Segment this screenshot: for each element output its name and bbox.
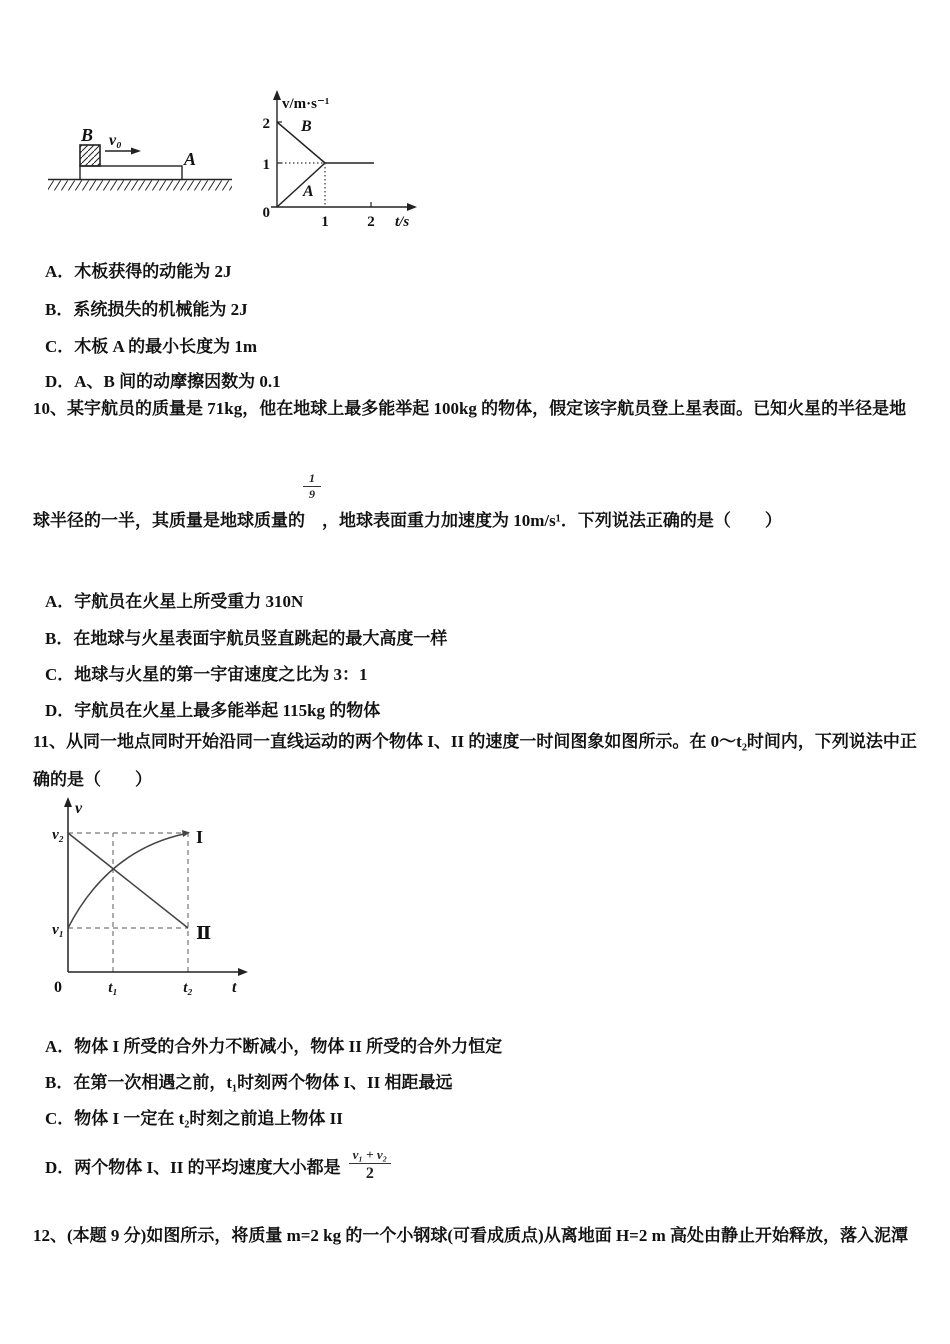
q11-option-a: A．物体 I 所受的合外力不断减小，物体 II 所受的合外力恒定	[45, 1037, 503, 1056]
q10-option-c: C．地球与火星的第一宇宙速度之比为 3：1	[45, 665, 368, 684]
two-body-graph-svg	[40, 795, 310, 1010]
q9-option-c: C．木板 A 的最小长度为 1m	[45, 337, 258, 356]
q10-stem-line2	[33, 509, 782, 532]
q9-option-a: A．木板获得的动能为 2J	[45, 262, 232, 281]
figure-vt-graph	[243, 86, 438, 241]
q10-stem-line1: 10、某宇航员的质量是 71kg，他在地球上最多能举起 100kg 的物体，假定该字航员登上星表面。已知火星的半径是地	[33, 399, 907, 418]
vt-ytick1-label: 1	[262, 157, 270, 173]
vt-xtick1-label: 1	[321, 214, 329, 230]
line-II-label: Ⅱ	[196, 923, 212, 943]
q10-option-b: B．在地球与火星表面宇航员竖直跳起的最大高度一样	[45, 629, 448, 648]
v0-label: v₀	[109, 132, 122, 149]
tb-t2-label: t₂	[183, 980, 193, 996]
q11-option-d-text: D．两个物体 I、II 的平均速度大小都是	[45, 1157, 341, 1177]
curve-I-label: I	[196, 827, 204, 847]
y-axis-arrow	[64, 797, 72, 807]
vt-origin-label: 0	[262, 205, 270, 221]
vt-graph-svg	[243, 86, 438, 241]
fraction-bar	[349, 1163, 392, 1164]
q11-stem-line1: 11、从同一地点同时开始沿同一直线运动的两个物体 I、II 的速度一时间图象如图所示。在 0～t₂时间内，下列说法中正	[33, 732, 917, 751]
line-II	[68, 833, 188, 928]
x-axis-arrow	[407, 203, 417, 211]
figure-two-body-graph	[40, 795, 310, 1010]
tb-origin-label: 0	[54, 979, 62, 996]
q12-stem-line1: 12、(本题 9 分)如图所示，将质量 m=2 kg 的一个小钢球(可看成质点)从离地面 H=2 m 高处由静止开始释放，落入泥潭	[33, 1226, 909, 1245]
q11-option-d	[45, 1147, 391, 1183]
vt-ytick2-label: 2	[262, 116, 270, 132]
q11-option-b: B．在第一次相遇之前，t₁时刻两个物体 I、II 相距最远	[45, 1073, 453, 1092]
q9-option-d: D．A、B 间的动摩擦因数为 0.1	[45, 372, 281, 391]
fraction-average-velocity	[349, 1147, 392, 1183]
curve-I-arrow	[182, 830, 190, 837]
y-axis-arrow	[273, 90, 281, 100]
tb-ylabel: v	[75, 800, 83, 817]
q10-fraction-gap	[305, 511, 322, 530]
vt-xtick2-label: 2	[367, 214, 375, 230]
block-plank-svg	[40, 103, 240, 203]
q10-option-d: D．宇航员在火星上最多能举起 115kg 的物体	[45, 701, 381, 720]
figure-block-on-plank	[40, 103, 240, 203]
line-A	[277, 163, 325, 207]
block-b	[80, 145, 100, 166]
vt-ylabel: v/m·s⁻¹	[282, 96, 330, 112]
plank-a	[80, 166, 182, 180]
fraction-denominator: 2	[365, 1165, 374, 1182]
velocity-arrow-head	[131, 148, 141, 155]
vt-xlabel: t/s	[395, 214, 410, 230]
q11-option-c: C．物体 I 一定在 t₂时刻之前追上物体 II	[45, 1109, 343, 1128]
tb-v2-label: v₂	[52, 827, 64, 843]
q11-stem-line2: 确的是（ ）	[33, 770, 152, 789]
block-b-label: B	[81, 125, 94, 145]
curve-a-label: A	[303, 183, 314, 200]
fraction-one-ninth	[303, 472, 321, 501]
q10-stem-line2-after: ，地球表面重力加速度为 10m/s¹．下列说法正确的是（ ）	[322, 511, 782, 530]
q10-stem-line2-before: 球半径的一半，其质量是地球质量的	[33, 511, 305, 530]
fraction-numerator: 1	[309, 471, 315, 485]
plank-a-label: A	[184, 149, 197, 169]
fraction-denominator: 9	[309, 487, 315, 501]
ground-hatching	[48, 181, 232, 191]
tb-v1-label: v₁	[52, 922, 64, 938]
q10-option-a: A．宇航员在火星上所受重力 310N	[45, 592, 304, 611]
q9-option-b: B．系统损失的机械能为 2J	[45, 300, 248, 319]
fraction-numerator: v₁ + v₂	[352, 1147, 388, 1162]
curve-b-label: B	[301, 118, 312, 135]
x-axis-arrow	[238, 968, 248, 976]
tb-t1-label: t₁	[108, 980, 118, 996]
tb-xlabel: t	[232, 979, 237, 996]
